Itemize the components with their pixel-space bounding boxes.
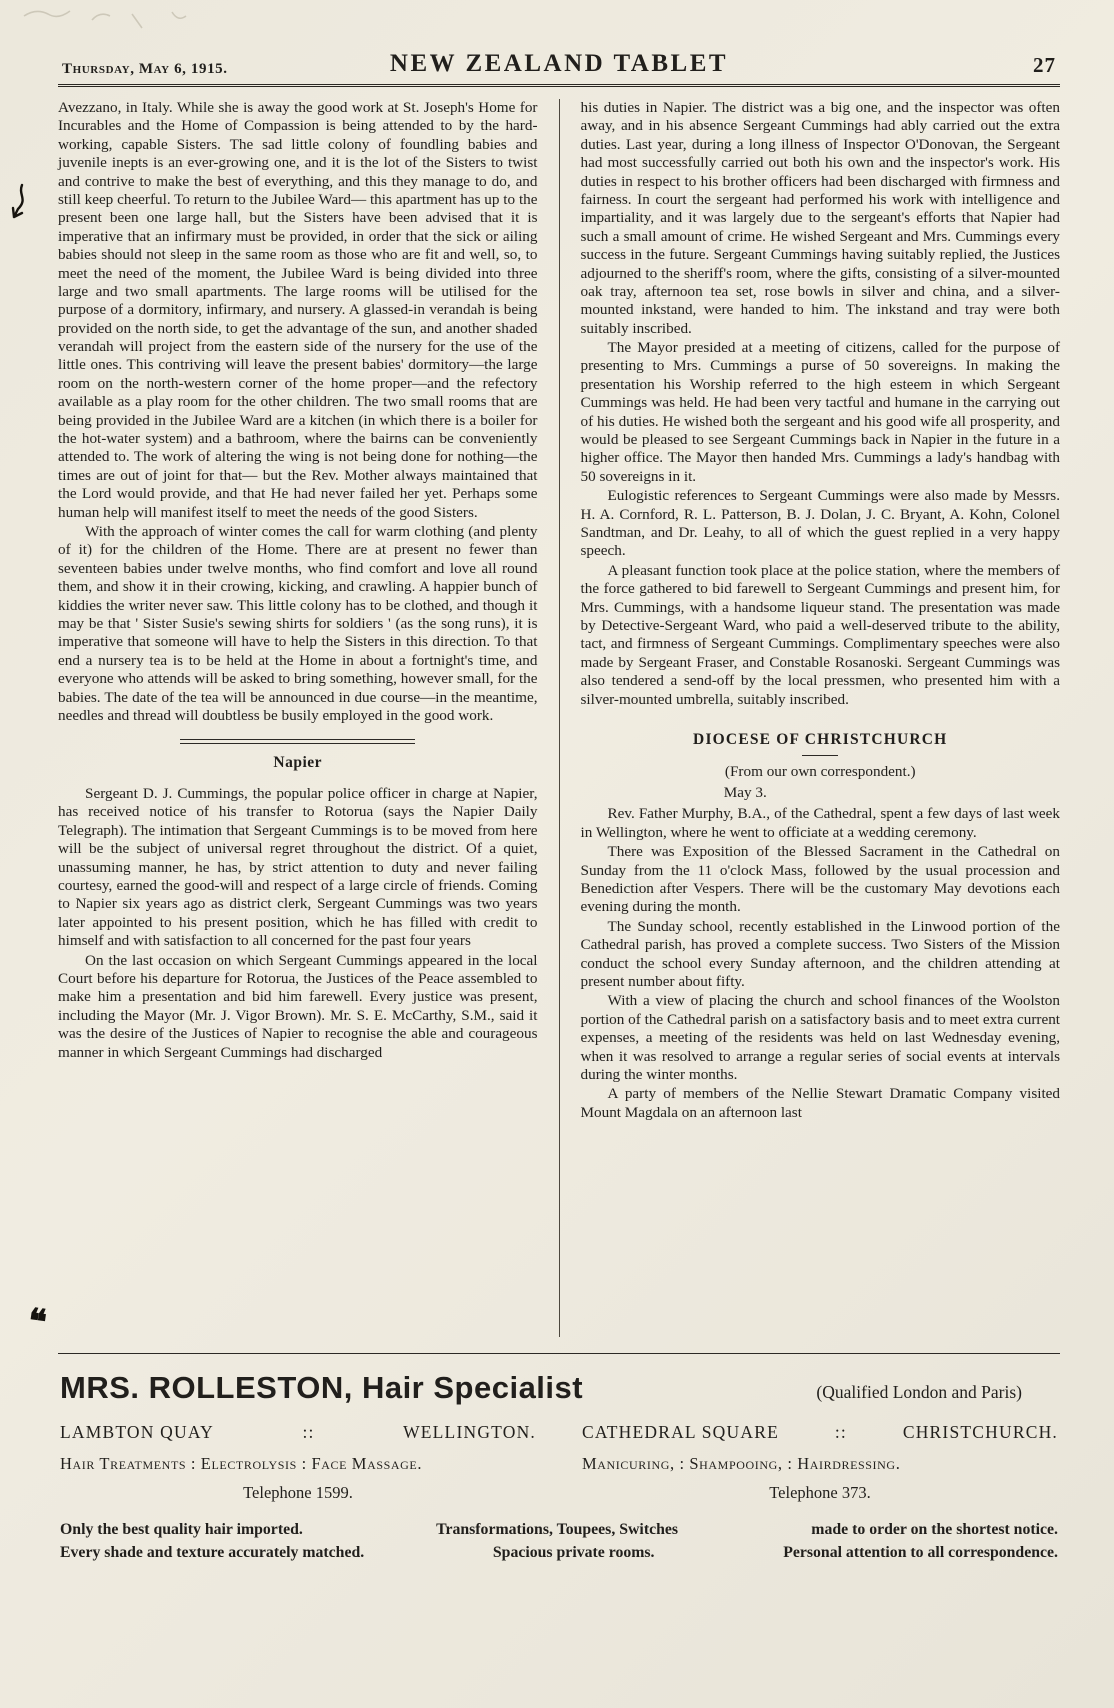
issue-date: Thursday, May 6, 1915. [62,61,228,77]
advert-footer-segment: Transformations, Toupees, Switches [436,1521,679,1538]
masthead [58,40,1060,87]
page-number: 27 [1033,53,1056,77]
advert-telephone: Telephone 1599. [243,1483,353,1502]
article-paragraph: On the last occasion on which Sergeant Cummings appeared in the local Court before his departure for Rotorua, the Justices of the Peace assembled to make him a presentation and bid him farewell. Every justice was present, including the Mayor (Mr. J. Vigor Brown). Mr. S. E. McCarthy, S.M., said it was the desire of the Justices of Napier to recognise the able and courageous manner in which Sergeant Cummings had discharged [58,951,538,1061]
advert-christchurch-block [576,1422,1058,1503]
advert-columns [60,1422,1058,1503]
advert-colon-separator: :: [302,1422,315,1442]
advert-street: LAMBTON QUAY [60,1422,214,1442]
article-paragraph: Eulogistic references to Sergeant Cummings were also made by Messrs. H. A. Cornford, R. L. Patterson, B. J. Dolan, J. C. Bryant, A. Kohn, Colonel Sandtman, and Dr. Leahy, to all of which the guest replied in a very happy speech. [580,487,1060,560]
heading-underline-rule [802,755,838,756]
advert-footer-segment: Spacious private rooms. [492,1544,655,1561]
article-paragraph: Sergeant D. J. Cummings, the popular police officer in charge at Napier, has received notice of his transfer to Rotorua (says the Napier Daily Telegraph). The intimation that Sergeant Cummings is to be moved from here will be the subject of universal regret throughout the district. Of a quiet, unassuming manner, he has, by strict attention to duty and never failing courtesy, earned the good-will and respect of a large circle of friends. Coming to Napier six years ago as district clerk, Sergeant Cummings was two years later appointed to his present position, which he has filled with credit to himself and with satisfaction to all concerned for the past four years [58,785,538,950]
section-heading-napier: Napier [273,754,323,772]
advert-footer [60,1521,1058,1562]
advert-footer-segment: Personal attention to all correspondence. [783,1544,1058,1561]
article-paragraph: Avezzano, in Italy. While she is away the good work at St. Joseph's Home for Incurables and the Home of Compassion is being attended to by the hard-working, capable Sisters. The sad little colony of foundling babies and juvenile inepts is an ever-growing one, and it is the lot of the Sisters to twist and contrive to make the best of everything, and this they manage to do, and still keep cheerful. To return to the Jubilee Ward— this apartment has up to the present been one large hall, but the Sisters have been advised that it is imperative that an infirmary must be provided, in order that the sick or ailing babies should not sleep in the same room as those who are fit and well, so, to meet the need of the moment, the Jubilee Ward is being divided into three large and two small apartments. The large rooms will be utilised for the purpose of a dormitory, infirmary, and nursery. A glassed-in verandah is being provided on the north side, to get the advantage of the sun, and another shaded verandah will project from the eastern side of the nursery for the use of the little ones. This contriving will leave the present babies' dormitory—the large room on the north-western corner of the home proper—and the refectory available as a play room for the other children. The two small rooms that are being provided in the Jubilee Ward are a kitchen (in which there is a boiler for the hot-water system) and a bathroom, where the bairns can be conveniently attended to. The work of altering the wing is not being done for nothing—the times are out of joint for that— but the Rev. Mother always maintained that the Lord would provide, and that He had never failed her yet. Perhaps some human help will manifest itself to meet the needs of the good Sisters. [58,99,538,521]
article-columns [58,99,1060,1337]
advert-footer-segment: Every shade and texture accurately matched. [60,1544,365,1561]
article-paragraph: Rev. Father Murphy, B.A., of the Cathedral, spent a few days of last week in Wellington, where he went to officiate at a wedding ceremony. [580,805,1060,841]
right-column [560,99,1061,1337]
dateline: May 3. [723,784,767,802]
left-column [58,99,560,1337]
section-divider-rule [180,739,415,744]
advert-footer-line [60,1544,1058,1562]
article-paragraph: The Mayor presided at a meeting of citizens, called for the purpose of presenting to Mrs. Cummings a purse of 50 sovereigns. In making the presentation his Worship referred to the high esteem in which Sergeant Cummings was held. He had been very tactful and humane in the carrying out of his duties. He wished both the sergeant and his good wife all prosperity, and would be pleased to see Sergeant Cummings back in Napier in the future in a higher office. The Mayor then handed Mrs. Cummings a lady's handbag with 50 sovereigns in it. [580,339,1060,485]
section-heading-diocese: DIOCESE OF CHRISTCHURCH [693,730,948,748]
correspondent-byline: (From our own correspondent.) [724,762,916,780]
advert-colon-separator: :: [834,1422,847,1442]
article-paragraph: With a view of placing the church and school finances of the Woolston portion of the Cathedral parish on a satisfactory basis and to meet extra current expenses, a meeting of the residents was held on last Wednesday evening, when it was resolved to arrange a regular series of social events at intervals during the winter months. [580,992,1061,1083]
paper-title: NEW ZEALAND TABLET [389,50,729,77]
advert-qualification: (Qualified London and Paris) [816,1382,1022,1402]
advert-street: CATHEDRAL SQUARE [582,1422,779,1442]
advert-header [60,1370,1058,1406]
article-paragraph: The Sunday school, recently established in the Linwood portion of the Cathedral parish, has proved a complete success. Two Sisters of the Mission conduct the school every Sunday afternoon, and the children attending at present number about fifty. [580,917,1060,990]
article-paragraph: his duties in Napier. The district was a big one, and the inspector was often away, and in his absence Sergeant Cummings had ably carried out the extra duties. Last year, during a long illness of Inspector O'Donovan, the Sergeant had most successfully carried out both his own and the inspector's work. His duties in respect to his brother officers had been discharged with firmness and fairness. In court the sergeant had performed his work with intelligence and impartiality, and it was largely due to the sergeant's efforts that Napier had such a small amount of crime. He wished Sergeant and Mrs. Cummings every success in the future. Sergeant Cummings having suitably replied, the Justices adjourned to the sheriff's room, where the gifts, consisting of a silver-mounted oak tray, afternoon tea set, rose bowls in silver and china, and a silver-mounted inkstand, were handed to him. The inkstand and tray were both suitably inscribed. [580,99,1060,337]
advert-footer-line [60,1521,1058,1539]
article-paragraph: A party of members of the Nellie Stewart Dramatic Company visited Mount Magdala on an afternoon last [580,1085,1060,1121]
advert-footer-segment: Only the best quality hair imported. [60,1521,303,1538]
advert-services-line: Manicuring, : Shampooing, : Hairdressing. [582,1454,901,1473]
advert-location-line [60,1422,536,1443]
advert-city: WELLINGTON. [403,1422,536,1442]
advert-services-line: Hair Treatments : Electrolysis : Face Massage. [60,1454,423,1473]
advert-city: CHRISTCHURCH. [902,1422,1058,1442]
article-paragraph: There was Exposition of the Blessed Sacrament in the Cathedral on Sunday from the 11 o'clock Mass, followed by the usual procession and Benediction after Vespers. There will be the customary May devotions each evening during the month. [580,843,1060,916]
article-paragraph: A pleasant function took place at the police station, where the members of the force gathered to bid farewell to Sergeant Cummings and present him, for Mrs. Cummings, with a handsome liqueur stand. The presentation was made by Detective-Sergeant Ward, who paid a well-deserved tribute to the ability, tact, and firmness of Sergeant Cummings. Complimentary speeches were also made by Sergeant Fraser, and Constable Rosanoski. Sergeant Cummings was also tendered a send-off by the local pressmen, who presented him with a silver-mounted umbrella, suitably inscribed. [580,561,1060,708]
advert-location-line [582,1422,1058,1443]
margin-comma-mark: ❝ [25,1302,49,1343]
advert-rolleston [58,1353,1060,1562]
advert-wellington-block [60,1422,576,1503]
article-paragraph: With the approach of winter comes the call for warm clothing (and plenty of it) for the children of the Home. There are at present no fewer than seventeen babies under twelve months, who find comfort and love all round them, and show it in their crowing, kicking, and crawling. A happier bunch of kiddies the writer never saw. This little colony has to be clothed, and though it may be that ' Sister Susie's sewing shirts for soldiers ' (as the song runs), it is imperative that someone will have to help the Sisters in this direction. To that end a nursery tea is to be held at the Home in about a fortnight's time, and everyone who attends will be asked to bring something, however small, for the babies. The date of the tea will be announced in due course—in the meantime, needles and thread will doubtless be busily employed in the good work. [58,522,538,724]
advert-footer-segment: made to order on the shortest notice. [811,1521,1058,1538]
advert-telephone: Telephone 373. [769,1483,871,1502]
advert-title: MRS. ROLLESTON, Hair Specialist [60,1370,584,1405]
